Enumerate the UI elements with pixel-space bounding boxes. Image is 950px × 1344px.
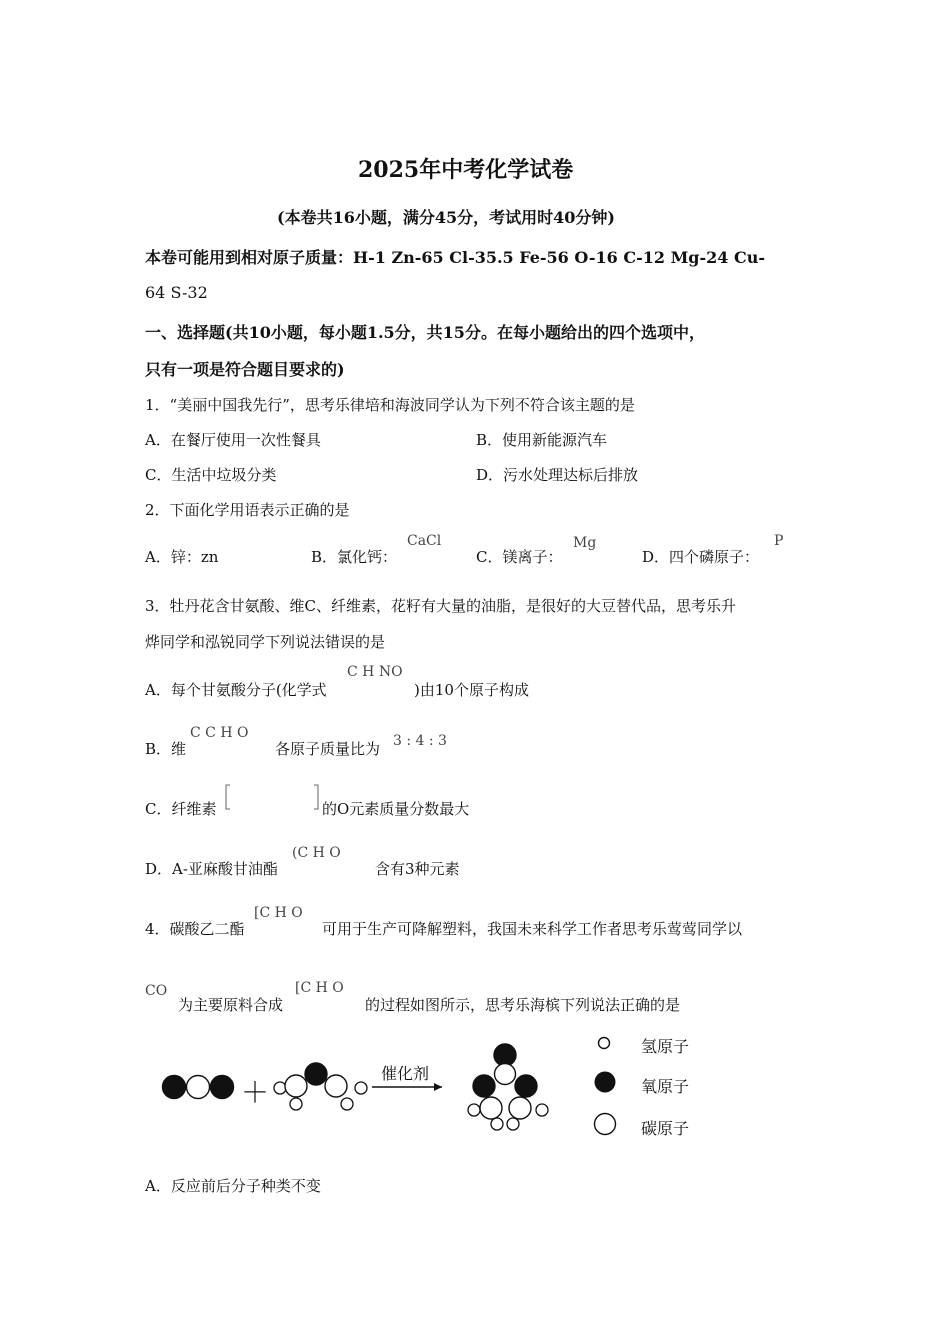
q1-option-d: D．污水处理达标后排放 xyxy=(476,466,639,484)
catalyst-label: 催化剂 xyxy=(381,1064,430,1083)
q2-option-d: D．四个磷原子： xyxy=(642,548,760,566)
plus-sign: ＋ xyxy=(241,1076,270,1109)
page-title: 2025年中考化学试卷 xyxy=(358,157,574,183)
q2-option-b: B．氯化钙： xyxy=(311,548,398,566)
q3-option-b-prefix: B．维 xyxy=(145,740,187,758)
q4-option-a: A．反应前后分子种类不变 xyxy=(145,1177,321,1195)
q4-stem-line-1-formula: [C H O xyxy=(254,905,303,921)
q3-option-d-suffix: 含有3种元素 xyxy=(375,860,460,878)
q1-option-b: B．使用新能源汽车 xyxy=(476,431,608,449)
co2-molecule xyxy=(163,1076,234,1099)
q3-option-b-ratio: 3 : 4 : 3 xyxy=(393,733,447,749)
q3-option-a-formula: C H NO xyxy=(347,664,403,680)
q2-option-c: C．镁离子： xyxy=(476,548,563,566)
q4-stem-line-1-suffix: 可用于生产可降解塑料，我国未来科学工作者思考乐莺莺同学以 xyxy=(322,920,743,938)
q3-option-d-formula: (C H O xyxy=(292,845,341,861)
ethylene-oxide-molecule xyxy=(274,1063,367,1110)
q3-option-a-suffix: )由10个原子构成 xyxy=(414,681,529,699)
q1-stem: 1．“美丽中国我先行”，思考乐律培和海波同学认为下列不符合该主题的是 xyxy=(145,396,635,414)
atomic-mass-line-1: 本卷可能用到相对原子质量：H-1 Zn-65 Cl-35.5 Fe-56 O-16 C-12 Mg-24 Cu- xyxy=(145,248,765,267)
q2-option-b-formula: CaCl xyxy=(407,533,442,549)
section-heading-line-1: 一、选择题(共10小题，每小题1.5分，共15分。在每小题给出的四个选项中， xyxy=(145,323,705,342)
q1-option-a: A．在餐厅使用一次性餐具 xyxy=(145,431,321,449)
q3-stem-line-1: 3．牡丹花含甘氨酸、维C、纤维素，花籽有大量的油脂，是很好的大豆替代品，思考乐升 xyxy=(145,597,737,615)
q3-option-b-middle: 各原子质量比为 xyxy=(275,740,381,758)
legend-oxygen-symbol xyxy=(595,1072,616,1093)
legend-hydrogen-symbol xyxy=(599,1038,610,1049)
q4-stem-line-2-formula-2: [C H O xyxy=(295,980,344,996)
q3-option-a-prefix: A．每个甘氨酸分子(化学式 xyxy=(145,681,327,699)
q1-option-c: C．生活中垃圾分类 xyxy=(145,466,277,484)
legend-oxygen-label: 氧原子 xyxy=(641,1077,690,1096)
q3-option-c-prefix: C．纤维素 xyxy=(145,800,217,818)
ethylene-carbonate-molecule xyxy=(468,1044,548,1130)
q3-option-c-formula-brackets xyxy=(224,783,320,811)
q2-option-c-formula: Mg xyxy=(573,535,597,551)
q4-stem-line-2-middle: 为主要原料合成 xyxy=(178,996,284,1014)
reaction-diagram xyxy=(150,1030,710,1140)
q3-option-d-prefix: D．A-亚麻酸甘油酯 xyxy=(145,860,278,878)
q3-option-b-formula: C C H O xyxy=(190,725,249,741)
q4-stem-line-1-prefix: 4．碳酸乙二酯 xyxy=(145,920,245,938)
legend-carbon-symbol xyxy=(595,1114,616,1135)
q4-stem-line-2-formula: CO xyxy=(145,983,168,999)
legend-hydrogen-label: 氢原子 xyxy=(641,1037,690,1056)
q3-stem-line-2: 烨同学和泓锐同学下列说法错误的是 xyxy=(145,633,386,651)
legend-carbon-label: 碳原子 xyxy=(641,1119,690,1138)
q2-option-d-formula: P xyxy=(774,533,784,549)
q2-option-a: A．锌：zn xyxy=(145,548,219,566)
q4-stem-line-2-suffix: 的过程如图所示，思考乐海槟下列说法正确的是 xyxy=(365,996,681,1014)
atomic-mass-line-2: 64 S-32 xyxy=(145,283,208,302)
arrow-head xyxy=(434,1083,442,1091)
section-heading-line-2: 只有一项是符合题目要求的) xyxy=(145,360,345,379)
q3-option-c-suffix: 的O元素质量分数最大 xyxy=(322,800,470,818)
page-subtitle: (本卷共16小题，满分45分，考试用时40分钟) xyxy=(277,208,615,227)
q2-stem: 2．下面化学用语表示正确的是 xyxy=(145,501,350,519)
